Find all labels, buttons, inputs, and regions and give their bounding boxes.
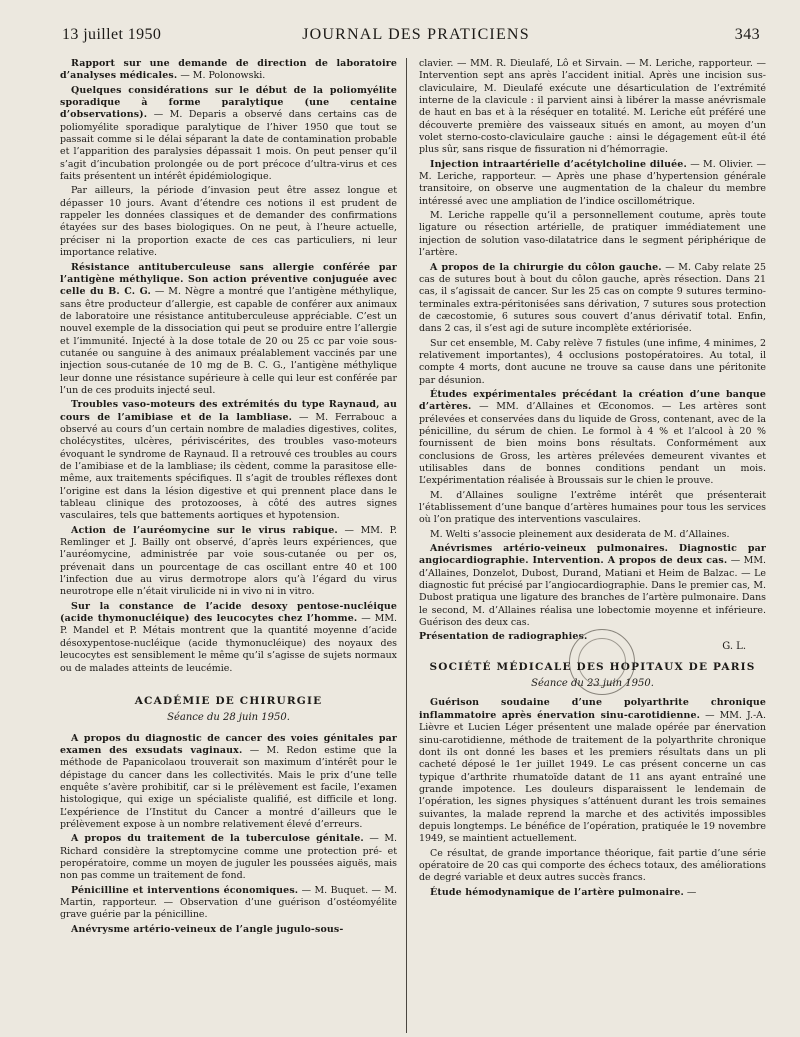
article-polyarthrite — [419, 697, 766, 845]
article-aureomycine — [60, 525, 397, 599]
article-title: Anévrysme artério-veineux de l’angle jugulo-sous- — [71, 923, 344, 935]
article-raynaud — [60, 399, 397, 522]
article-anevrysme-start — [60, 924, 397, 936]
article-title: A propos du diagnostic de cancer des voies génitales par examen des exsudats vaginaux. — [60, 732, 397, 756]
article-body: — MM. d’Allaines, Donzelot, Dubost, Durand, Matiani et Heim de Balzac. — Le diagnostic fut précisé par l’angiocardiographie. Dans le premier cas, M. Dubost pratiqua une ligature des branches de l’artère pulmonaire. Dans le second, M. d’Allaines réalisa une lobectomie moyenne et inférieure. Guérison des deux cas. — [419, 555, 766, 629]
article-acetylcholine — [419, 159, 766, 208]
article-paragraph: Ce résultat, de grande importance théorique, fait partie d’une série opératoire de 20 cas qui comporte des échecs totaux, des améliorations de degré variable et deux autres succès francs. — [419, 847, 766, 884]
article-paragraph: M. d’Allaines souligne l’extrême intérêt que présenterait l’établissement d’une banque d’artères humaines pour tous les services où l’on pratique des interventions vasculaires. — [419, 489, 766, 526]
article-body: — MM. P. Mandel et P. Métais montrent que la quantité moyenne d’acide désoxypentose-nucléique (acide thymonucléique) des noyaux des leucocytes est sensiblement le même qu’il s’agisse de sujets normaux ou de malades atteints de leucémie. — [60, 613, 397, 674]
article-body: — M. Ferrabouc a observé au cours d’un certain nombre de maladies digestives, colites, cholécystites, ulcères, périviscérites, des troubles vaso-moteurs évoquant le syndrome de Raynaud. Il a retrouvé ces troubles au cours de l’amibiase et de la lambliase; ils cèdent, comme la parasitose elle-même, aux traitements spécifiques. Il s’agit de troubles réflexes dont l’origine est dans la lésion digestive et qui prennent place dans le tableau clinique des protozooses, à côté des autres signes vasculaires, tels que battements aortiques et hypotension. — [60, 411, 397, 522]
article-anevrysme-continued: clavier. — MM. R. Dieulafé, Lô et Sirvain. — M. Leriche, rapporteur. — Intervention sept ans après l’accident initial. Après une incision sus-claviculaire, M. Dieulafé exécute une désarticulation de l’extrémité interne de la clavicule : il parvient ainsi à libérer la masse anévrismale de haut en bas et à la réséquer en totalité. M. Leriche eût préféré une découverte première des vaisseaux situés en amont, au moyen d’un volet sterno-costo-claviculaire gauche : ainsi le dégagement eût-il été plus sûr, sans risque de fissuration ni d’hémorragie. — [419, 58, 766, 156]
article-body: — — [683, 886, 697, 898]
article-title: Anévrismes artério-veineux pulmonaires. Diagnostic par angiocardiographie. Intervention. A propos de deux cas. — [419, 543, 766, 567]
article-title: A propos de la chirurgie du côlon gauche. — [430, 261, 662, 273]
right-column — [419, 58, 766, 1037]
presentation-line — [419, 631, 587, 643]
article-body: — M. Nègre a montré que l’antigène méthylique, sans être producteur d’allergie, est capable de conférer aux animaux de laboratoire une résistance antituberculeuse appréciable. C’est un nouvel exemple de la dissociation qui peut se produire entre l’allergie et l’immunité. Injecté à la dose totale de 20 ou 25 cc par voie sous-cutanée ou sanguine à des animaux préalablement vaccinés par une injection sous-cutanée de 10 mg de B. C. G., l’antigène méthylique leur donne une résistance supérieure à celle qui leur est conférée par l’un de ces produits injecté seul. — [60, 286, 397, 396]
article-body: — M. Redon estime que la méthode de Papanicolaou trouverait son maximum d’intérêt pour le dépistage du cancer dans les collectivités. Mais le prix d’une telle enquête s’avère prohibitif, car si le prélèvement est facile, l’examen histologique, qui exige un spécialiste qualifié, est difficile et long. L’expérience de l’Institut du Cancer a montré d’ailleurs que le prélèvement expose à un nombre relativement élevé d’erreurs. — [60, 744, 397, 830]
article-title: A propos du traitement de la tuberculose génitale. — [71, 833, 364, 845]
article-paragraph: M. Welti s’associe pleinement aux desiderata de M. d’Allaines. — [430, 528, 730, 540]
article-title: Études expérimentales précédant la création d’une banque d’artères. — [419, 388, 766, 413]
article-paragraph: M. Leriche rappelle qu’il a personnellement coutume, après toute ligature ou résection artérielle, de pratiquer immédiatement une injection de solution vaso-dilatatrice dans le segment périphérique de l’artère. — [419, 210, 766, 259]
article-cancer-diagnostic — [60, 733, 397, 832]
article-title: Pénicilline et interventions économiques. — [71, 884, 299, 896]
article-thymonucleique — [60, 601, 397, 675]
article-banque-arteres — [419, 389, 766, 488]
article-direction-laboratoire — [60, 58, 397, 83]
article-antituberculeuse — [60, 262, 397, 398]
article-colon-gauche — [419, 262, 766, 336]
article-title: Étude hémodynamique de l’artère pulmonaire. — [430, 886, 684, 898]
article-paragraph: Par ailleurs, la période d’invasion peut être assez longue et dépasser 10 jours. Avant d’étendre ces notions il est prudent de rappeler les données classiques et de demander des confirmations étayées sur des bases biologiques. On ne peut, à l’heure actuelle, préciser ni la proportion exacte de ces cas particuliers, ni leur importance relative. — [60, 185, 397, 259]
page-number: 343 — [734, 26, 760, 43]
journal-title: JOURNAL DES PRATICIENS — [302, 26, 530, 43]
article-body: — MM. P. Remlinger et J. Bailly ont observé, d’après leurs expériences, que l’auréomycine, administrée par voie sous-cutanée ou per os, prévenait dans un pourcentage de cas oscillant entre 40 et 100 l’infection due au virus dermotrope alors qu’à l’égard du virus neurotrope elle n’était virulicide ni in vivo ni in vitro. — [60, 524, 397, 598]
article-body: — MM. d’Allaines et Œconomos. — Les artères sont prélevées et conservées dans du liquide de Gross, contenant, avec de la pénicilline, du sérum de chien. Le formol à 4 % et l’alcool à 20 % fournissent de bien moins bons résultats. Conformément aux conclusions de Gross, les artères prélevées demeurent vivantes et utilisables dans de bonnes conditions pendant un mois. L’expérimentation réalisée à Broussais sur le chien le prouve. — [419, 401, 766, 487]
article-paragraph: Sur cet ensemble, M. Caby relève 7 fistules (une infime, 4 minimes, 2 relativement importantes), 4 occlusions postopératoires. Au total, il compte 4 morts, dont aucune ne trouve sa cause dans une péritonite par désunion. — [419, 337, 766, 386]
section-heading: ACADÉMIE DE CHIRURGIE — [134, 694, 323, 707]
section-break — [419, 631, 766, 697]
article-title: Quelques considérations sur le début de la poliomyélite sporadique à forme paralytique (une centaine d’observations). — [60, 84, 397, 121]
page-header — [58, 20, 774, 46]
seance-date: Séance du 23 juin 1950. — [531, 678, 654, 690]
left-column — [60, 58, 397, 1037]
section-heading: SOCIÉTÉ MÉDICALE DES HOPITAUX DE PARIS — [429, 661, 756, 674]
author-signature: G. L. — [722, 641, 746, 653]
article-title: Sur la constance de l’acide desoxy pentose-nucléique (acide thymonucléique) des leucocytes chez l’homme. — [60, 600, 397, 625]
article-body: — M. Olivier. — M. Leriche, rapporteur. — Après une phase d’hypertension générale transitoire, on observe une augmentation de la chaleur du membre intéressé avec une ampliation de l’indice oscillométrique. — [419, 158, 766, 207]
article-title: Présentation de radiographies. — [419, 631, 588, 643]
article-body: — M. Deparis a observé dans certains cas de poliomyélite sporadique paralytique de l’hiver 1950 que tout se passait comme si le délai séparant la date de contamination probable et l’apparition des paralysies dépassait 1 mois. On peut penser qu’il s’agit d’incubation prolongée ou de port précoce d’ultra-virus et ces faits présentent un intérêt épidémiologique. — [60, 109, 397, 183]
article-title: Troubles vaso-moteurs des extrémités du type Raynaud, au cours de l’amibiase et de la lambliase. — [60, 399, 397, 423]
article-title: Guérison soudaine d’une polyarthrite chronique inflammatoire après énervation sinu-carotidienne. — [419, 697, 766, 721]
article-penicilline — [60, 885, 397, 922]
article-body: — M. Caby relate 25 cas de sutures bout à bout du côlon gauche, après résection. Dans 21 cas, il s’agissait de cancer. Sur les 25 cas on compte 9 sutures termino-terminales extra-péritonisées sans dérivation, 7 sutures sous protection de cæcostomie, 6 sutures sous couvert d’anus dérivatif total. Enfin, dans 2 cas, il s’est agi de suture incomplète extériorisée. — [419, 261, 766, 335]
article-title: Résistance antituberculeuse sans allergie conférée par l’antigène méthylique. Son action préventive conjuguée avec celle du B. C. G. — [60, 261, 397, 298]
article-body: — M. Polonowski. — [177, 70, 266, 82]
article-body: — M. Richard considère la streptomycine comme une protection pré- et peropératoire, comme un moyen de juguler les poussées aiguës, mais non pas comme un traitement de fond. — [60, 833, 397, 882]
article-poliomyelite — [60, 85, 397, 184]
article-anevrismes-pulmonaires — [419, 543, 766, 629]
article-body: — M. Buquet. — M. Martin, rapporteur. — Observation d’une guérison d’ostéomyélite grave guérie par la pénicilline. — [60, 884, 397, 921]
article-title: Action de l’auréomycine sur le virus rabique. — [71, 524, 338, 536]
seance-date: Séance du 28 juin 1950. — [167, 712, 290, 724]
article-body: — MM. J.-A. Lièvre et Lucien Léger présentent une malade opérée par énervation sinu-carotidienne, méthode de traitement de la polyarthrite chronique dont ils ont donné les bases et les premiers résultats dans un pli cacheté déposé le 1er juillet 1949. Le cas présent concerne un cas typique d’arthrite rhumatoïde datant de 11 ans ayant entraîné une grande impotence. Les douleurs disparaissent le lendemain de l’opération, les signes physiques s’atténuent durant les trois semaines suivantes, la malade reprend la marche et des activités impossibles depuis longtemps. Le bénéfice de l’opération, pratiquée le 19 novembre 1949, se maintient actuellement. — [419, 709, 766, 845]
issue-date: 13 juillet 1950 — [62, 26, 162, 43]
article-tuberculose-genitale — [60, 833, 397, 882]
article-title: Rapport sur une demande de direction de laboratoire d’analyses médicales. — [60, 58, 397, 82]
article-title: Injection intraartérielle d’acétylcholine diluée. — [430, 158, 687, 170]
column-divider — [406, 58, 407, 1033]
article-hemodynamique — [419, 887, 766, 899]
